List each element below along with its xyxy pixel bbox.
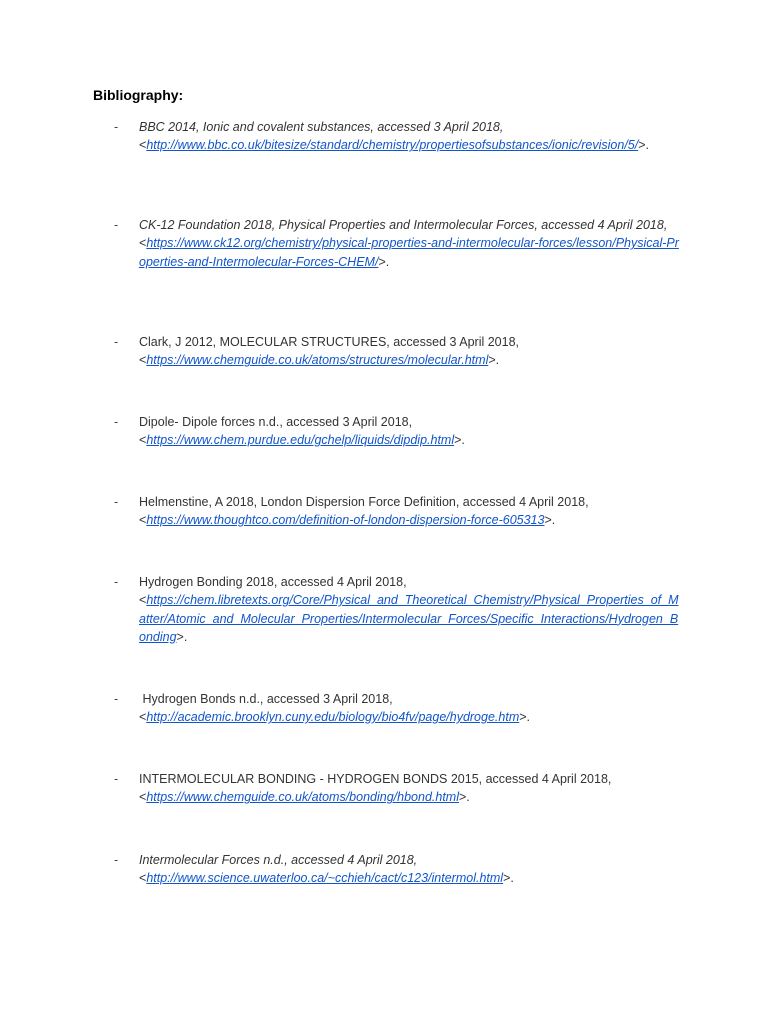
open-bracket: <	[139, 790, 147, 805]
reference-body	[139, 216, 684, 271]
close-bracket: >.	[519, 710, 531, 725]
list-bullet: -	[114, 772, 119, 786]
list-bullet: -	[114, 415, 119, 429]
list-bullet: -	[114, 495, 119, 509]
reference-body	[139, 413, 684, 450]
reference-item-clark	[114, 333, 684, 370]
close-bracket: >.	[378, 254, 390, 269]
reference-item-hydrogen-bonds	[114, 690, 684, 727]
list-bullet: -	[114, 335, 119, 349]
reference-body	[139, 851, 684, 888]
list-bullet: -	[114, 575, 119, 589]
reference-body	[139, 333, 684, 370]
reference-body	[139, 573, 684, 646]
reference-item-ck12	[114, 216, 684, 271]
reference-link[interactable]: https://www.chemguide.co.uk/atoms/structures/molecular.html	[146, 353, 489, 368]
reference-item-hydrogen-bonding	[114, 573, 684, 646]
reference-item-bbc	[114, 118, 684, 155]
reference-citation: Hydrogen Bonds n.d., accessed 3 April 2018,	[139, 692, 397, 706]
list-bullet: -	[114, 692, 119, 706]
reference-link[interactable]: https://www.chemguide.co.uk/atoms/bonding/hbond.html	[146, 790, 459, 805]
reference-link[interactable]: https://chem.libretexts.org/Core/Physical_and_Theoretical_Chemistry/Physical_Properties_of_Matter/Atomic_and_Molecular_Properties/Intermolecular_Forces/Specific_Interactions/Hydrogen_Bonding	[139, 593, 679, 644]
reference-link[interactable]: https://www.thoughtco.com/definition-of-london-dispersion-force-605313	[146, 513, 545, 528]
reference-citation: Hydrogen Bonding 2018, accessed 4 April 2018,	[139, 575, 407, 589]
reference-link[interactable]: https://www.ck12.org/chemistry/physical-properties-and-intermolecular-forces/lesson/Physical-Properties-and-Intermolecular-Forces-CHEM/	[139, 236, 679, 269]
reference-body	[139, 770, 684, 807]
reference-body	[139, 118, 684, 155]
reference-citation: Dipole- Dipole forces n.d., accessed 3 April 2018,	[139, 415, 413, 429]
reference-link[interactable]: http://academic.brooklyn.cuny.edu/biology/bio4fv/page/hydroge.htm	[146, 710, 520, 725]
reference-citation: CK-12 Foundation 2018, Physical Properties and Intermolecular Forces, accessed 4 April 2018,	[139, 218, 668, 232]
reference-citation: Helmenstine, A 2018, London Dispersion Force Definition, accessed 4 April 2018,	[139, 495, 589, 509]
open-bracket: <	[139, 593, 147, 608]
close-bracket: >.	[488, 353, 500, 368]
bibliography-heading: Bibliography:	[93, 87, 184, 103]
reference-item-helmenstine	[114, 493, 684, 530]
close-bracket: >.	[459, 790, 470, 805]
open-bracket: <	[139, 138, 147, 153]
close-bracket: >.	[503, 871, 514, 886]
reference-item-intermolecular-forces	[114, 851, 684, 888]
reference-citation: BBC 2014, Ionic and covalent substances, accessed 3 April 2018,	[139, 120, 504, 134]
reference-item-dipole	[114, 413, 684, 450]
open-bracket: <	[139, 236, 147, 251]
list-bullet: -	[114, 853, 119, 867]
close-bracket: >.	[454, 433, 465, 448]
reference-link[interactable]: https://www.chem.purdue.edu/gchelp/liquids/dipdip.html	[146, 433, 455, 448]
reference-body	[139, 690, 684, 727]
close-bracket: >.	[176, 629, 188, 644]
close-bracket: >.	[638, 138, 649, 153]
list-bullet: -	[114, 120, 119, 134]
reference-item-intermolecular-bonding	[114, 770, 684, 807]
reference-citation: Intermolecular Forces n.d., accessed 4 April 2018,	[139, 853, 418, 867]
reference-citation: INTERMOLECULAR BONDING - HYDROGEN BONDS 2015, accessed 4 April 2018,	[139, 772, 612, 786]
open-bracket: <	[139, 513, 147, 528]
reference-body	[139, 493, 684, 530]
open-bracket: <	[139, 710, 147, 725]
reference-citation: Clark, J 2012, MOLECULAR STRUCTURES, accessed 3 April 2018,	[139, 335, 519, 349]
open-bracket: <	[139, 433, 147, 448]
list-bullet: -	[114, 218, 119, 232]
open-bracket: <	[139, 871, 147, 886]
close-bracket: >.	[544, 513, 556, 528]
open-bracket: <	[139, 353, 147, 368]
reference-link[interactable]: http://www.science.uwaterloo.ca/~cchieh/cact/c123/intermol.html	[146, 871, 504, 886]
reference-link[interactable]: http://www.bbc.co.uk/bitesize/standard/chemistry/propertiesofsubstances/ionic/revision/5/	[146, 138, 639, 153]
